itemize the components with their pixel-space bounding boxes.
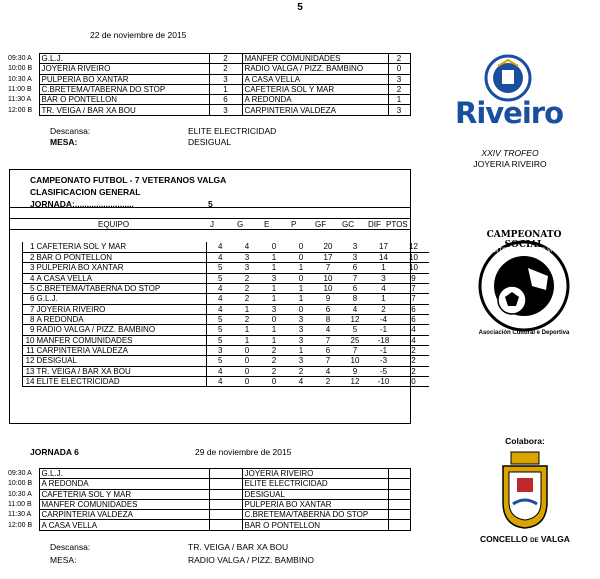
standing-gf: 4 <box>315 366 342 376</box>
match-time: 10:00 B <box>8 65 33 73</box>
round5-date: 22 de noviembre de 2015 <box>90 30 187 40</box>
standing-p: 1 <box>288 345 315 355</box>
standing-pos: 8 <box>23 314 37 324</box>
standing-e: 1 <box>261 335 288 345</box>
standings-round-label: JORNADA:......................... <box>30 199 134 209</box>
away-score <box>388 510 410 520</box>
standing-dif: 1 <box>369 294 399 304</box>
standing-j: 4 <box>207 252 234 262</box>
standing-pts: 10 <box>399 252 429 262</box>
standing-j: 4 <box>207 376 234 386</box>
standing-pos: 14 <box>23 376 37 386</box>
collaborator-name-de: DE <box>530 538 539 544</box>
standing-pos: 1 <box>23 242 37 252</box>
standing-g: 0 <box>234 356 261 366</box>
standing-p: 3 <box>288 356 315 366</box>
standing-e: 0 <box>261 242 288 252</box>
away-team: RADIO VALGA / PIZZ. BAMBINO <box>242 64 388 74</box>
standing-dif: -4 <box>369 314 399 324</box>
standing-pts: 0 <box>399 376 429 386</box>
home-score: 6 <box>209 95 242 105</box>
standing-gc: 10 <box>342 356 369 366</box>
standing-e: 1 <box>261 252 288 262</box>
standing-p: 0 <box>288 304 315 314</box>
away-score: 2 <box>388 54 410 64</box>
home-team: JOYERIA RIVEIRO <box>39 64 209 74</box>
home-team: CARPINTERIA VALDEZA <box>39 510 209 520</box>
standing-pts: 2 <box>399 356 429 366</box>
standing-e: 2 <box>261 366 288 376</box>
standing-p: 1 <box>288 294 315 304</box>
standing-e: 1 <box>261 263 288 273</box>
standing-gc: 12 <box>342 376 369 386</box>
fixture-row <box>8 499 410 509</box>
home-score: 3 <box>209 74 242 84</box>
away-team: JOYERIA RIVEIRO <box>242 469 388 479</box>
standing-g: 2 <box>234 294 261 304</box>
col-j: J <box>210 220 214 229</box>
away-score: 3 <box>388 74 410 84</box>
home-score <box>209 510 242 520</box>
standing-e: 2 <box>261 356 288 366</box>
standing-gf: 7 <box>315 356 342 366</box>
standing-g: 4 <box>234 242 261 252</box>
standing-team: DESIGUAL <box>37 356 207 366</box>
standing-e: 0 <box>261 376 288 386</box>
standing-team: G.L.J. <box>37 294 207 304</box>
away-team: CAFETERIA SOL Y MAR <box>242 84 388 94</box>
table-row <box>23 366 429 376</box>
standings-column-header <box>10 218 410 230</box>
standing-j: 4 <box>207 294 234 304</box>
standing-pts: 7 <box>399 283 429 293</box>
match-time: 11:30 A <box>8 96 32 104</box>
standing-g: 0 <box>234 345 261 355</box>
col-p: P <box>291 220 297 229</box>
away-score <box>388 499 410 509</box>
fixture-row <box>8 105 410 115</box>
standing-dif: -3 <box>369 356 399 366</box>
round6-fixtures <box>8 468 411 531</box>
standings-round-value: 5 <box>208 199 213 209</box>
standing-team: BAR O PONTELLON <box>37 252 207 262</box>
fixture-row <box>8 84 410 94</box>
standing-team: TR. VEIGA / BAR XA BOU <box>37 366 207 376</box>
away-score: 0 <box>388 64 410 74</box>
standings-subtitle: CLASIFICACION GENERAL <box>30 187 141 197</box>
standing-e: 2 <box>261 345 288 355</box>
col-equipo: EQUIPO <box>98 220 130 229</box>
trophy-title: XXIV TROFEO <box>481 148 539 158</box>
round6-table-label: MESA: <box>50 555 77 565</box>
standing-gf: 10 <box>315 283 342 293</box>
home-score <box>209 489 242 499</box>
table-row <box>23 263 429 273</box>
standing-team: A REDONDA <box>37 314 207 324</box>
standing-pts: 10 <box>399 263 429 273</box>
home-score <box>209 499 242 509</box>
standing-g: 1 <box>234 325 261 335</box>
match-time: 09:30 A <box>8 470 32 478</box>
standing-gc: 5 <box>342 325 369 335</box>
standing-team: C.BRETEMA/TABERNA DO STOP <box>37 283 207 293</box>
standing-gc: 6 <box>342 283 369 293</box>
standing-dif: 4 <box>369 283 399 293</box>
away-team: BAR O PONTELLON <box>242 520 388 530</box>
standing-dif: 2 <box>369 304 399 314</box>
home-team: TR. VEIGA / BAR XA BOU <box>39 105 209 115</box>
standing-g: 2 <box>234 314 261 324</box>
standing-gf: 20 <box>315 242 342 252</box>
round5-fixtures <box>8 53 411 116</box>
standing-gf: 2 <box>315 376 342 386</box>
standing-pts: 2 <box>399 366 429 376</box>
round6-rest-label: Descansa: <box>50 542 91 552</box>
standing-team: ELITE ELECTRICIDAD <box>37 376 207 386</box>
col-g: G <box>237 220 244 229</box>
standing-j: 5 <box>207 356 234 366</box>
standing-dif: -1 <box>369 325 399 335</box>
standing-p: 1 <box>288 263 315 273</box>
standing-dif: 14 <box>369 252 399 262</box>
fixture-row <box>8 469 410 479</box>
standing-pts: 6 <box>399 314 429 324</box>
standing-gf: 7 <box>315 263 342 273</box>
standing-pos: 11 <box>23 345 37 355</box>
collaborator-name <box>470 534 580 544</box>
table-row <box>23 345 429 355</box>
standing-gf: 6 <box>315 304 342 314</box>
standings-header <box>10 170 410 208</box>
standing-gf: 7 <box>315 335 342 345</box>
standing-gf: 6 <box>315 345 342 355</box>
round6-rest-team: TR. VEIGA / BAR XA BOU <box>188 542 289 552</box>
away-score <box>388 469 410 479</box>
match-time: 11:00 B <box>8 501 32 509</box>
standing-j: 3 <box>207 345 234 355</box>
fixture-row <box>8 520 410 530</box>
away-score <box>388 520 410 530</box>
col-dif: DIF <box>368 220 381 229</box>
standing-gf: 8 <box>315 314 342 324</box>
standing-gc: 3 <box>342 252 369 262</box>
club-emblem <box>468 228 580 340</box>
standing-pos: 2 <box>23 252 37 262</box>
standing-gc: 3 <box>342 242 369 252</box>
away-score: 2 <box>388 84 410 94</box>
club-top-text: CAMPEONATO SOCIAL <box>486 230 562 250</box>
standing-p: 2 <box>288 366 315 376</box>
standing-team: PULPERIA BO XANTAR <box>37 263 207 273</box>
standing-j: 4 <box>207 283 234 293</box>
club-ring-text: FUTBITO VETERANOS VALGA <box>481 248 567 254</box>
collaborator-label: Colabora: <box>505 436 545 446</box>
match-time: 09:30 A <box>8 55 32 63</box>
table-row <box>23 314 429 324</box>
standing-gc: 7 <box>342 273 369 283</box>
home-team: MANFER COMUNIDADES <box>39 499 209 509</box>
standing-j: 4 <box>207 366 234 376</box>
standing-g: 0 <box>234 376 261 386</box>
standing-dif: 1 <box>369 263 399 273</box>
standing-team: CAFETERIA SOL Y MAR <box>37 242 207 252</box>
fixture-row <box>8 54 410 64</box>
away-team: CARPINTERIA VALDEZA <box>242 105 388 115</box>
table-row <box>23 283 429 293</box>
standing-p: 3 <box>288 335 315 345</box>
standing-j: 5 <box>207 335 234 345</box>
away-score: 1 <box>388 95 410 105</box>
standing-gf: 9 <box>315 294 342 304</box>
standing-j: 5 <box>207 325 234 335</box>
table-row <box>23 376 429 386</box>
trophy-sponsor: JOYERIA RIVEIRO <box>473 159 547 169</box>
round5-table-label: MESA: <box>50 137 78 147</box>
standing-pts: 6 <box>399 304 429 314</box>
standing-j: 4 <box>207 304 234 314</box>
standing-p: 4 <box>288 376 315 386</box>
standing-team: MANFER COMUNIDADES <box>37 335 207 345</box>
standing-pos: 7 <box>23 304 37 314</box>
standing-j: 5 <box>207 314 234 324</box>
home-team: A CASA VELLA <box>39 520 209 530</box>
standing-j: 5 <box>207 273 234 283</box>
standing-g: 1 <box>234 335 261 345</box>
col-e: E <box>264 220 270 229</box>
away-team: ELITE ELECTRICIDAD <box>242 479 388 489</box>
table-row <box>23 273 429 283</box>
match-time: 11:30 A <box>8 511 32 519</box>
standing-dif: -10 <box>369 376 399 386</box>
table-row <box>23 242 429 252</box>
standing-gf: 17 <box>315 252 342 262</box>
match-time: 12:00 B <box>8 106 33 114</box>
standing-pts: 7 <box>399 294 429 304</box>
standing-dif: 3 <box>369 273 399 283</box>
standing-p: 0 <box>288 242 315 252</box>
standing-g: 2 <box>234 273 261 283</box>
away-team: PULPERIA BO XANTAR <box>242 499 388 509</box>
standing-g: 0 <box>234 366 261 376</box>
standing-pos: 4 <box>23 273 37 283</box>
away-team: A CASA VELLA <box>242 74 388 84</box>
away-team: C.BRETEMA/TABERNA DO STOP <box>242 510 388 520</box>
home-team: C.BRETEMA/TABERNA DO STOP <box>39 84 209 94</box>
home-team: BAR O PONTELLON <box>39 95 209 105</box>
table-row <box>23 325 429 335</box>
standing-pts: 2 <box>399 345 429 355</box>
standing-gf: 4 <box>315 325 342 335</box>
standing-g: 3 <box>234 263 261 273</box>
home-score: 1 <box>209 84 242 94</box>
standing-team: CARPINTERIA VALDEZA <box>37 345 207 355</box>
match-time: 11:00 B <box>8 86 32 94</box>
fixture-row <box>8 74 410 84</box>
away-team: A REDONDA <box>242 95 388 105</box>
standing-e: 3 <box>261 304 288 314</box>
match-time: 10:30 A <box>8 75 32 83</box>
standing-p: 3 <box>288 325 315 335</box>
standing-p: 0 <box>288 252 315 262</box>
table-row <box>23 304 429 314</box>
standing-p: 1 <box>288 283 315 293</box>
standing-e: 1 <box>261 294 288 304</box>
standing-pos: 13 <box>23 366 37 376</box>
standing-pts: 4 <box>399 325 429 335</box>
fixture-row <box>8 479 410 489</box>
table-row <box>23 294 429 304</box>
fixture-row <box>8 64 410 74</box>
standings-table <box>22 242 429 387</box>
round5-rest-team: ELITE ELECTRICIDAD <box>188 126 277 136</box>
standing-j: 4 <box>207 242 234 252</box>
standing-p: 0 <box>288 273 315 283</box>
home-team: G.L.J. <box>39 54 209 64</box>
match-time: 10:30 A <box>8 490 32 498</box>
away-score <box>388 479 410 489</box>
home-team: CAFETERIA SOL Y MAR <box>39 489 209 499</box>
home-score <box>209 479 242 489</box>
table-row <box>23 356 429 366</box>
standing-e: 0 <box>261 314 288 324</box>
home-score: 2 <box>209 64 242 74</box>
standing-g: 3 <box>234 252 261 262</box>
standing-team: A CASA VELLA <box>37 273 207 283</box>
standing-gc: 9 <box>342 366 369 376</box>
standing-gc: 8 <box>342 294 369 304</box>
table-row <box>23 252 429 262</box>
standing-dif: 17 <box>369 242 399 252</box>
round6-date: 29 de noviembre de 2015 <box>195 447 292 457</box>
standing-e: 1 <box>261 325 288 335</box>
standing-pos: 6 <box>23 294 37 304</box>
col-gf: GF <box>315 220 327 229</box>
crest-icon <box>497 450 553 530</box>
round6-label: JORNADA 6 <box>30 447 79 457</box>
standing-g: 2 <box>234 283 261 293</box>
valga-crest <box>497 450 553 530</box>
standing-gc: 7 <box>342 345 369 355</box>
standing-dif: -18 <box>369 335 399 345</box>
standing-j: 5 <box>207 263 234 273</box>
round5-rest-label: Descansa: <box>50 126 91 136</box>
standing-pos: 12 <box>23 356 37 366</box>
club-bottom-text: Asociación Cultural e Deportiva <box>478 330 570 336</box>
home-score: 3 <box>209 105 242 115</box>
standing-g: 1 <box>234 304 261 314</box>
match-time: 12:00 B <box>8 521 33 529</box>
table-row <box>23 335 429 345</box>
fixture-row <box>8 510 410 520</box>
standing-gc: 12 <box>342 314 369 324</box>
standing-dif: -1 <box>369 345 399 355</box>
home-team: PULPERIA BO XANTAR <box>39 74 209 84</box>
standing-gc: 4 <box>342 304 369 314</box>
match-time: 10:00 B <box>8 480 33 488</box>
col-ptos: PTOS <box>386 220 408 229</box>
standing-pos: 9 <box>23 325 37 335</box>
riveiro-logo <box>453 52 563 138</box>
round5-table-team: DESIGUAL <box>188 137 231 147</box>
standing-pts: 4 <box>399 335 429 345</box>
home-team: G.L.J. <box>39 469 209 479</box>
home-team: A REDONDA <box>39 479 209 489</box>
standing-gf: 10 <box>315 273 342 283</box>
col-gc: GC <box>342 220 354 229</box>
standing-dif: -5 <box>369 366 399 376</box>
standings-title: CAMPEONATO FUTBOL - 7 VETERANOS VALGA <box>30 175 227 185</box>
standing-team: JOYERIA RIVEIRO <box>37 304 207 314</box>
standing-gc: 25 <box>342 335 369 345</box>
standing-e: 3 <box>261 273 288 283</box>
fixture-row <box>8 489 410 499</box>
home-score <box>209 469 242 479</box>
riveiro-logo-text: Riveiro <box>455 96 564 130</box>
home-score: 2 <box>209 54 242 64</box>
standing-e: 1 <box>261 283 288 293</box>
standing-pos: 3 <box>23 263 37 273</box>
standing-gc: 6 <box>342 263 369 273</box>
collaborator-name-suffix: VALGA <box>540 534 570 544</box>
standing-pts: 9 <box>399 273 429 283</box>
home-score <box>209 520 242 530</box>
fixture-row <box>8 95 410 105</box>
standing-team: RADIO VALGA / PIZZ. BAMBINO <box>37 325 207 335</box>
round6-table-team: RADIO VALGA / PIZZ. BAMBINO <box>188 555 314 565</box>
away-team: MANFER COMUNIDADES <box>242 54 388 64</box>
standing-pos: 10 <box>23 335 37 345</box>
standing-p: 3 <box>288 314 315 324</box>
away-score: 3 <box>388 105 410 115</box>
standing-pos: 5 <box>23 283 37 293</box>
standing-pts: 12 <box>399 242 429 252</box>
away-score <box>388 489 410 499</box>
page-number: 5 <box>297 2 303 13</box>
away-team: DESIGUAL <box>242 489 388 499</box>
collaborator-name-prefix: CONCELLO <box>480 534 528 544</box>
